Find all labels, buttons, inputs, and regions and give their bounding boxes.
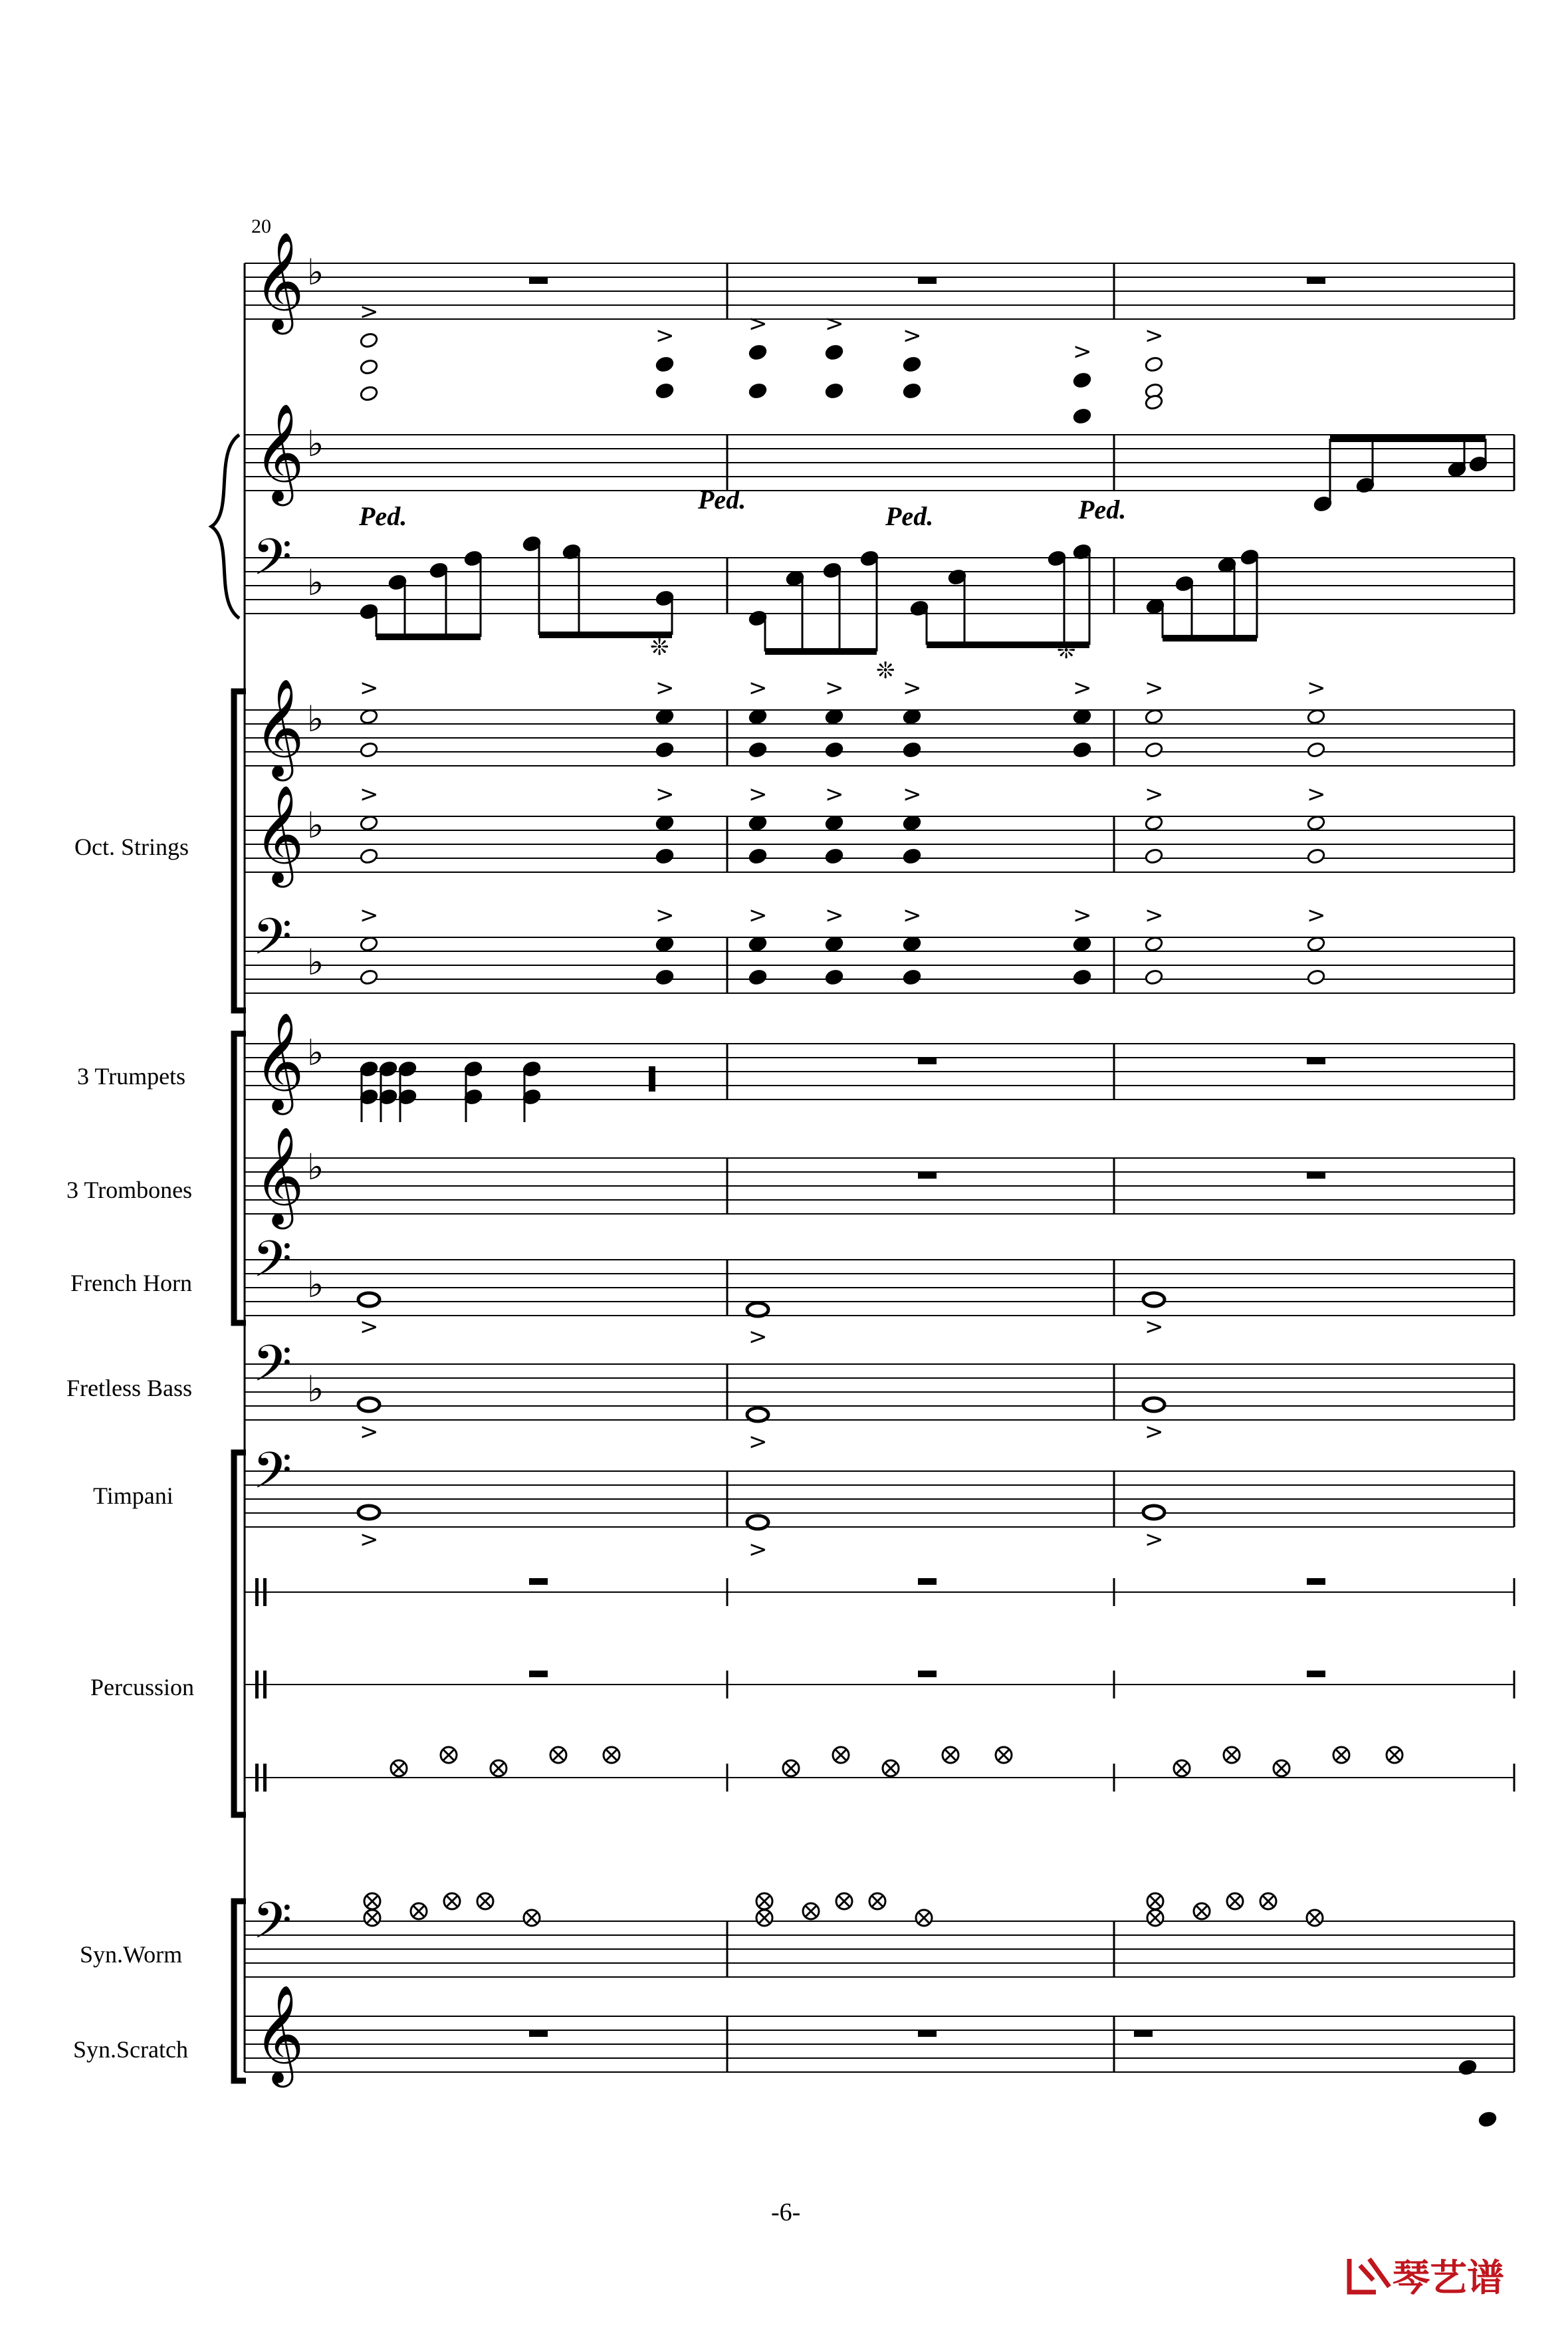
accent-mark: > [360, 1526, 379, 1553]
open-notehead [1145, 848, 1164, 864]
pedal-release-mark: ❊ [1057, 638, 1076, 664]
pedal-mark: Ped. [359, 501, 407, 531]
label-percussion: Percussion [90, 1674, 194, 1700]
notehead [1458, 2059, 1478, 2075]
accent-mark: > [903, 675, 922, 701]
notehead [655, 969, 675, 985]
notehead [748, 814, 768, 831]
whole-note [1143, 1293, 1165, 1306]
treble-clef-icon: 𝄞 [254, 1012, 304, 1111]
notehead [825, 969, 844, 985]
watermark-logo [1349, 2257, 1504, 2300]
staff-syn-scratch [245, 1984, 1514, 2087]
notehead [748, 969, 768, 985]
bass-clef-icon: 𝄢 [253, 1891, 292, 1962]
accent-mark: > [825, 902, 844, 929]
notehead [748, 848, 768, 864]
notehead [903, 708, 922, 725]
open-notehead [1145, 356, 1164, 372]
flat-icon: ♭ [307, 804, 324, 846]
accent-mark: > [1307, 902, 1326, 929]
pedal-mark: Ped. [1078, 495, 1127, 525]
notehead [903, 814, 922, 831]
open-notehead [360, 741, 379, 758]
flat-icon: ♭ [307, 251, 324, 293]
label-syn-worm: Syn.Worm [80, 1941, 183, 1968]
accent-mark: > [903, 322, 922, 349]
notehead [825, 814, 844, 831]
whole-rest [918, 1578, 937, 1585]
open-notehead [1307, 814, 1326, 831]
accent-mark: > [748, 1536, 768, 1563]
staff-piano-rh [245, 403, 1514, 506]
accent-mark: > [1073, 338, 1092, 365]
notehead [903, 848, 922, 864]
whole-rest [918, 1172, 937, 1179]
notehead [1478, 2111, 1498, 2127]
notehead [903, 356, 922, 372]
accent-mark: > [1145, 1419, 1164, 1445]
quarter-rest [649, 1066, 655, 1092]
whole-rest [1307, 277, 1325, 284]
open-notehead [1145, 708, 1164, 725]
open-notehead [1145, 814, 1164, 831]
instrument-labels [66, 834, 194, 2063]
open-notehead [1145, 969, 1164, 985]
half-rest [1134, 2030, 1153, 2037]
open-notehead [360, 814, 379, 831]
pedal-mark: Ped. [698, 485, 746, 515]
notehead [903, 935, 922, 952]
open-notehead [360, 848, 379, 864]
notehead [903, 969, 922, 985]
treble-clef-icon: 𝄞 [254, 678, 304, 777]
whole-rest [1307, 1058, 1325, 1064]
percussion-clef-icon [263, 1764, 267, 1792]
accent-mark: > [655, 322, 675, 349]
whole-note [358, 1398, 380, 1411]
logo-icon [1349, 2259, 1389, 2292]
whole-rest [918, 1671, 937, 1677]
bass-clef-icon: 𝄢 [253, 1441, 292, 1512]
whole-rest [529, 1578, 548, 1585]
whole-note [1143, 1506, 1165, 1519]
accent-mark: > [655, 902, 675, 929]
accent-mark: > [360, 1419, 379, 1445]
open-notehead [1307, 935, 1326, 952]
measure-number: 20 [251, 215, 271, 237]
label-syn-scratch: Syn.Scratch [73, 2036, 188, 2063]
accent-mark: > [1145, 675, 1164, 701]
pedal-markings [358, 485, 1126, 684]
notehead [655, 741, 675, 758]
notation-content [358, 277, 1497, 2128]
notehead [1073, 969, 1092, 985]
accent-mark: > [748, 781, 768, 808]
accent-mark: > [655, 781, 675, 808]
whole-rest [529, 277, 548, 284]
open-notehead [360, 708, 379, 725]
notehead [748, 708, 768, 725]
percussion-clef-icon [255, 1578, 259, 1606]
staff-timpani [245, 1441, 1514, 1527]
bass-clef-icon: 𝄢 [253, 1334, 292, 1405]
pedal-release-mark: ❊ [876, 657, 895, 684]
open-notehead [360, 332, 379, 348]
treble-clef-icon: 𝄞 [254, 1984, 304, 2083]
whole-note [747, 1408, 768, 1421]
notehead [903, 741, 922, 758]
flat-icon: ♭ [307, 1146, 324, 1188]
flat-icon: ♭ [307, 1368, 324, 1410]
notehead [825, 344, 844, 360]
notehead [655, 708, 675, 725]
open-notehead [1307, 741, 1326, 758]
open-notehead [1145, 935, 1164, 952]
whole-note [358, 1506, 380, 1519]
accent-mark: > [825, 310, 844, 337]
whole-rest [1307, 1671, 1325, 1677]
accent-mark: > [748, 1324, 768, 1350]
accent-mark: > [903, 781, 922, 808]
notehead [655, 356, 675, 372]
accent-mark: > [1073, 675, 1092, 701]
staff-perc-3 [245, 1764, 1514, 1792]
pedal-mark: Ped. [885, 501, 934, 531]
flat-icon: ♭ [307, 1032, 324, 1074]
whole-rest [1307, 1172, 1325, 1179]
page-number: -6- [771, 2198, 801, 2226]
notehead [748, 344, 768, 360]
accent-mark: > [360, 1314, 379, 1340]
pedal-release-mark: ❊ [650, 634, 669, 661]
notehead [655, 382, 675, 399]
accent-mark: > [1145, 322, 1164, 349]
notehead [825, 741, 844, 758]
flat-icon: ♭ [307, 1264, 324, 1306]
open-notehead [1307, 969, 1326, 985]
open-notehead [360, 935, 379, 952]
open-notehead [360, 385, 379, 402]
flat-icon: ♭ [307, 423, 324, 465]
accent-mark: > [1145, 902, 1164, 929]
notehead [655, 814, 675, 831]
staff-fretless-bass [245, 1334, 1514, 1420]
percussion-clef-icon [263, 1578, 267, 1606]
whole-rest [918, 2030, 937, 2037]
accent-mark: > [360, 298, 379, 325]
accent-mark: > [360, 781, 379, 808]
percussion-clef-icon [255, 1671, 259, 1698]
notehead [748, 741, 768, 758]
notehead [655, 935, 675, 952]
notehead [1073, 708, 1092, 725]
whole-note [1143, 1398, 1165, 1411]
accent-mark: > [1307, 781, 1326, 808]
label-trombones: 3 Trombones [66, 1177, 193, 1203]
flat-icon: ♭ [307, 941, 324, 983]
accent-mark: > [748, 310, 768, 337]
notehead [1073, 741, 1092, 758]
accent-mark: > [748, 675, 768, 701]
label-fretless-bass: Fretless Bass [66, 1375, 192, 1401]
percussion-clef-icon [255, 1764, 259, 1792]
bass-clef-icon: 𝄢 [253, 907, 292, 979]
open-notehead [1307, 708, 1326, 725]
notehead [748, 382, 768, 399]
piano-brace [211, 435, 239, 618]
open-notehead [1145, 741, 1164, 758]
staff-french-horn [245, 1230, 1514, 1316]
accent-mark: > [1307, 675, 1326, 701]
notehead [1073, 935, 1092, 952]
notehead [825, 708, 844, 725]
open-notehead [360, 358, 379, 375]
whole-rest [1307, 1578, 1325, 1585]
bass-clef-icon: 𝄢 [253, 528, 292, 599]
notehead [1073, 408, 1092, 424]
whole-rest [918, 277, 937, 284]
treble-clef-icon: 𝄞 [254, 231, 304, 330]
whole-note [747, 1516, 768, 1529]
watermark-text: 琴艺谱 [1393, 2257, 1504, 2300]
whole-note [358, 1293, 380, 1306]
treble-clef-icon: 𝄞 [254, 1126, 304, 1225]
whole-rest [918, 1058, 937, 1064]
accent-mark: > [360, 902, 379, 929]
percussion-clef-icon [263, 1671, 267, 1698]
whole-note [747, 1303, 768, 1316]
accent-mark: > [1145, 1526, 1164, 1553]
whole-rest [529, 1671, 548, 1677]
treble-clef-icon: 𝄞 [254, 784, 304, 883]
notehead [655, 848, 675, 864]
accent-mark: > [748, 1429, 768, 1455]
flat-icon: ♭ [307, 562, 324, 604]
label-trumpets: 3 Trumpets [77, 1063, 186, 1090]
notehead [825, 382, 844, 399]
open-notehead [1307, 848, 1326, 864]
treble-clef-icon: 𝄞 [254, 403, 304, 502]
accent-mark: > [1145, 1314, 1164, 1340]
bass-clef-icon: 𝄢 [253, 1230, 292, 1301]
flat-icon: ♭ [307, 698, 324, 740]
accent-mark: > [825, 781, 844, 808]
notehead [1073, 372, 1092, 388]
label-french-horn: French Horn [70, 1270, 192, 1296]
label-oct-strings: Oct. Strings [74, 834, 189, 860]
label-timpani: Timpani [93, 1482, 173, 1509]
notehead [903, 382, 922, 399]
notehead [825, 848, 844, 864]
open-notehead [360, 969, 379, 985]
accent-mark: > [655, 675, 675, 701]
accent-mark: > [825, 675, 844, 701]
accent-mark: > [903, 902, 922, 929]
notehead [825, 935, 844, 952]
accent-mark: > [360, 675, 379, 701]
notehead [748, 935, 768, 952]
accent-mark: > [1145, 781, 1164, 808]
accent-mark: > [748, 902, 768, 929]
accent-mark: > [1073, 902, 1092, 929]
whole-rest [529, 2030, 548, 2037]
